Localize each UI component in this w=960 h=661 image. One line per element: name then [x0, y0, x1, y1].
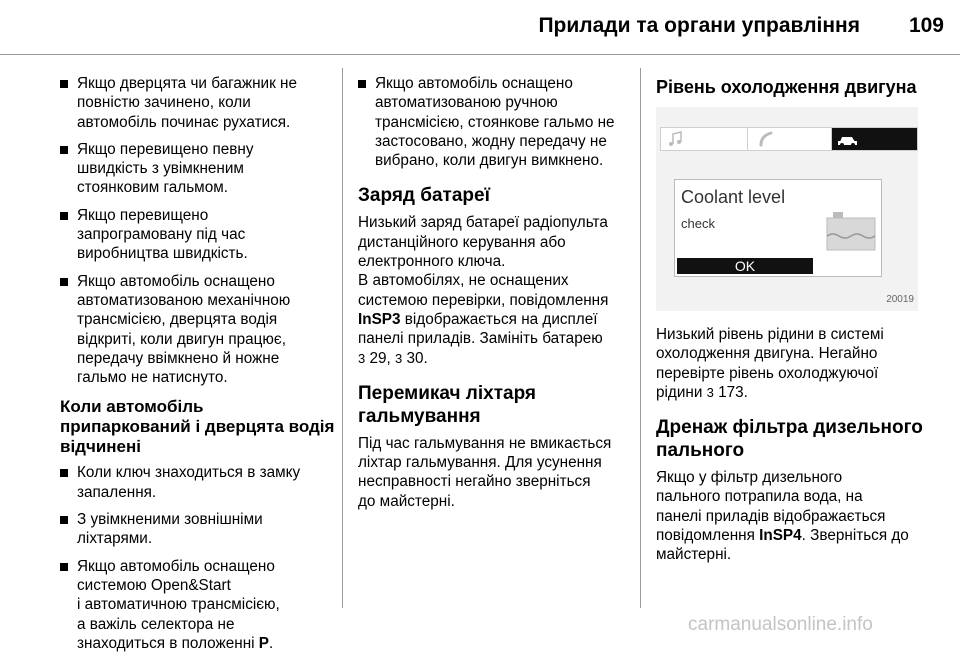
list-item: Якщо автомобіль оснащено системою Open&Start і автоматичною трансмісією, а важіль селектора не знаходиться в положенні P. — [60, 557, 336, 653]
page-ref-link[interactable]: 173. — [713, 383, 748, 401]
bullet-marker — [60, 563, 68, 571]
section-heading-parked: Коли автомобіль припаркований і дверцята водія відчинені — [60, 397, 335, 457]
page-ref-link[interactable]: 29, — [365, 349, 395, 367]
coolant-tank-icon — [825, 212, 877, 252]
bullet-marker — [60, 469, 68, 477]
section-heading-battery: Заряд батареї — [358, 185, 490, 207]
message-code-insp4: InSP4 — [759, 527, 802, 545]
bullet-marker — [60, 212, 68, 220]
coolant-display-figure — [656, 107, 918, 311]
list-item: Коли ключ знаходиться в замку запалення. — [60, 463, 336, 502]
vehicle-tab — [832, 128, 917, 150]
bullet-marker — [358, 80, 366, 88]
battery-paragraph: Низький заряд батареї радіопульта дистанційного керування або електронного ключа. В автомобілях, не оснащених системою перевірки, повідомлення InSP3 відображається на дисплеї панелі приладів. Замініть батарею 3 29, 3 30. — [358, 214, 609, 367]
message-code-insp3: InSP3 — [358, 310, 401, 328]
list-item: Якщо дверцята чи багажник не повністю зачинено, коли автомобіль починає рухатися. — [60, 74, 336, 132]
section-heading-fuel-filter: Дренаж фільтра дизельного пального — [656, 417, 923, 462]
list-item: Якщо автомобіль оснащено автоматизованою ручною трансмісією, стоянкове гальмо не застосовано, жодну передачу не вибрано, коли двигун вимкнено. — [358, 74, 630, 170]
music-note-icon — [661, 128, 747, 150]
page-header-title: Прилади та органи управління — [538, 14, 860, 37]
display-title: Coolant level — [681, 187, 786, 207]
brake-paragraph: Під час гальмування не вмикається ліхтар гальмування. Для усунення несправності негайно зверніться до майстерні. — [358, 434, 612, 510]
list-item: Якщо перевищено певну швидкість з увімкненим стоянковим гальмом. — [60, 140, 336, 198]
bullet-marker — [60, 278, 68, 286]
column-2 — [358, 74, 630, 511]
column-divider-1 — [342, 68, 343, 608]
section-heading-coolant: Рівень охолодження двигуна — [656, 77, 917, 97]
bullet-marker — [60, 146, 68, 154]
bullet-marker — [60, 80, 68, 88]
fuel-filter-paragraph: Якщо у фільтр дизельного пального потрапила вода, на панелі приладів відображається повідомлення InSP4. Зверніться до майстерні. — [656, 469, 909, 564]
watermark: carmanualsonline.info — [688, 614, 873, 635]
list-item: З увімкненими зовнішніми ліхтарями. — [60, 510, 336, 549]
list-item: Якщо перевищено запрограмовану під час виробництва швидкість. — [60, 206, 336, 264]
page-ref-arrow-icon: 3 — [358, 350, 366, 366]
page-ref-arrow-icon: 3 — [706, 384, 714, 400]
column-3 — [656, 76, 928, 565]
page-ref-arrow-icon: 3 — [395, 350, 403, 366]
ok-button[interactable]: OK — [677, 258, 813, 274]
coolant-message-screen — [674, 179, 882, 277]
header-rule — [0, 54, 960, 55]
display-tab-bar — [660, 127, 918, 151]
section-heading-brake-light: Перемикач ліхтаря гальмування — [358, 382, 537, 427]
display-subtitle: check — [681, 216, 715, 231]
column-1 — [60, 74, 336, 661]
audio-tab — [661, 128, 748, 150]
coolant-paragraph: Низький рівень рідини в системі охолодження двигуна. Негайно перевірте рівень охолоджуючої рідини 3 173. — [656, 326, 884, 401]
list-item: Якщо автомобіль оснащено автоматизованою механічною трансмісією, дверцята водія відкриті, коли двигун працює, передачу ввімкнено й ножне гальмо не натиснуто. — [60, 272, 336, 388]
figure-id: 20019 — [886, 293, 914, 305]
column-divider-2 — [640, 68, 641, 608]
page-number: 109 — [908, 14, 944, 37]
page-ref-link[interactable]: 30. — [402, 349, 428, 367]
phone-icon — [747, 128, 831, 150]
car-icon — [832, 128, 917, 150]
gear-position-p: P — [258, 634, 269, 652]
phone-tab — [747, 128, 832, 150]
bullet-marker — [60, 516, 68, 524]
